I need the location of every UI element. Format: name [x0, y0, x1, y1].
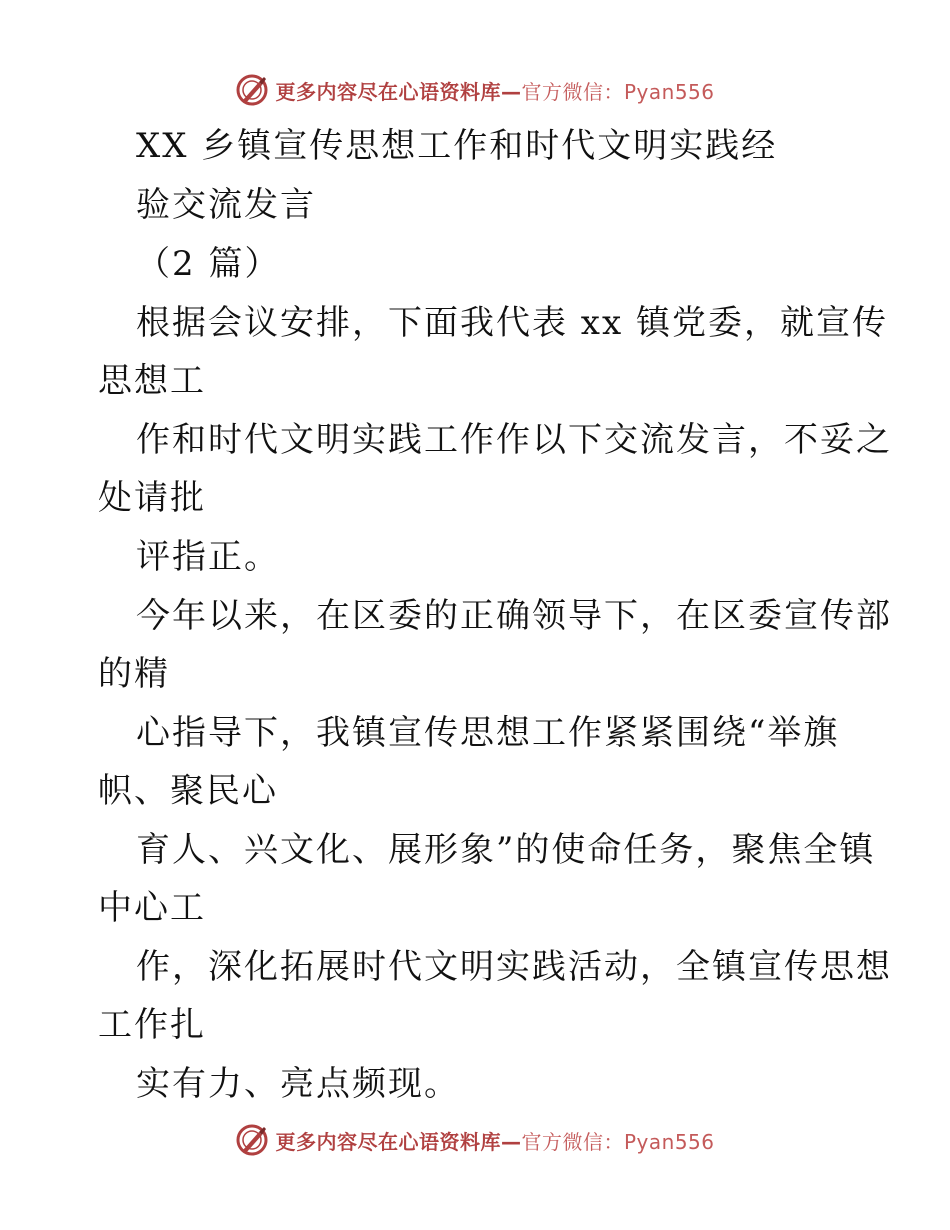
document-title-line-2: 验交流发言	[136, 185, 316, 225]
body-line: 根据会议安排，下面我代表 xx 镇党委，就宣传	[136, 303, 888, 343]
body-line: 帜、聚民心	[98, 771, 278, 811]
footer-watermark	[0, 1120, 950, 1160]
body-line: 育人、兴文化、展形象”的使命任务，聚焦全镇	[136, 830, 876, 870]
body-line: 工作扎	[98, 1005, 206, 1045]
watermark-text: 更多内容尽在心语资料库—官方微信：Pyan556	[275, 1129, 715, 1154]
watermark-text: 更多内容尽在心语资料库—官方微信：Pyan556	[275, 79, 715, 104]
body-line: 思想工	[98, 361, 206, 401]
body-line: 作和时代文明实践工作作以下交流发言，不妥之	[136, 420, 892, 460]
body-line: 中心工	[98, 888, 206, 928]
body-line: 处请批	[98, 478, 206, 518]
document-title-line-1: XX 乡镇宣传思想工作和时代文明实践经	[136, 126, 778, 166]
body-line: 评指正。	[136, 537, 280, 577]
pen-logo-icon	[235, 73, 269, 107]
pen-logo-icon	[235, 1123, 269, 1157]
body-line: 今年以来，在区委的正确领导下，在区委宣传部	[136, 596, 892, 636]
body-line: 作，深化拓展时代文明实践活动，全镇宣传思想	[136, 947, 892, 987]
body-line: 的精	[98, 654, 170, 694]
body-line: 心指导下，我镇宣传思想工作紧紧围绕“举旗	[136, 713, 840, 753]
document-subtitle: （2 篇）	[136, 244, 281, 284]
watermark-group	[235, 73, 714, 107]
header-watermark	[0, 70, 950, 110]
watermark-group	[235, 1123, 714, 1157]
body-line: 实有力、亮点频现。	[136, 1064, 460, 1104]
